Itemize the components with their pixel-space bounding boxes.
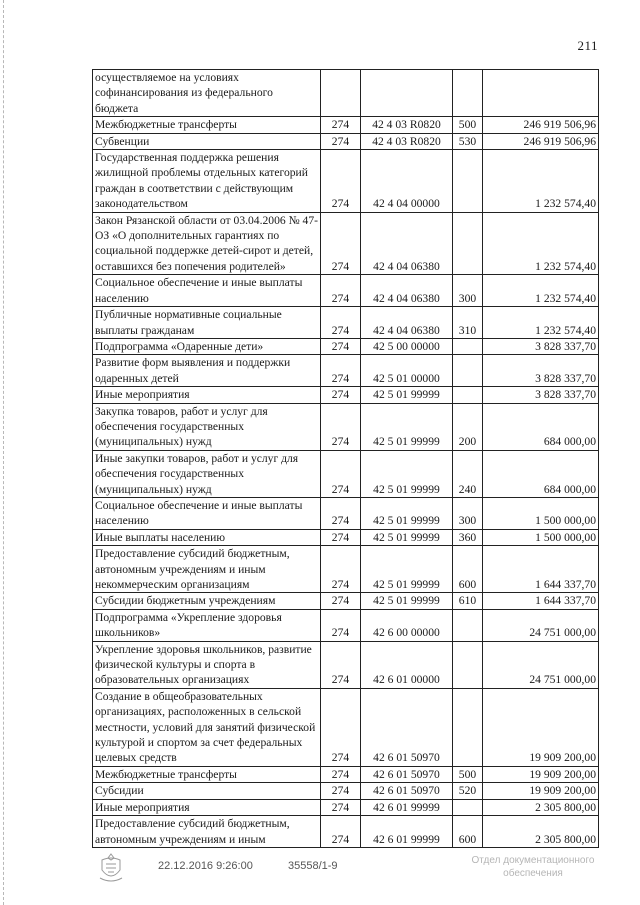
cell-item-name: Иные закупки товаров, работ и услуг для обеспечения государственных (муниципальных) нужд bbox=[93, 450, 321, 497]
cell-target-article: 42 5 00 00000 bbox=[361, 338, 453, 354]
cell-item-name: Укрепление здоровья школьников, развитие физической культуры и спорта в образовательных организациях bbox=[93, 641, 321, 688]
table-row bbox=[93, 641, 599, 688]
cell-expense-type bbox=[453, 688, 483, 766]
cell-amount: 19 909 200,00 bbox=[483, 783, 599, 799]
cell-amount: 2 305 800,00 bbox=[483, 816, 599, 848]
cell-item-name: Иные мероприятия bbox=[93, 387, 321, 403]
cell-item-name: Предоставление субсидий бюджетным, автономным учреждениям и иным некоммерческим организациям bbox=[93, 546, 321, 593]
cell-target-article: 42 4 04 06380 bbox=[361, 307, 453, 339]
cell-admin-code: 274 bbox=[321, 212, 361, 275]
table-row bbox=[93, 799, 599, 815]
cell-admin-code: 274 bbox=[321, 338, 361, 354]
cell-amount: 19 909 200,00 bbox=[483, 688, 599, 766]
cell-admin-code: 274 bbox=[321, 387, 361, 403]
cell-item-name: Социальное обеспечение и иные выплаты населению bbox=[93, 497, 321, 529]
cell-expense-type: 520 bbox=[453, 783, 483, 799]
cell-admin-code: 274 bbox=[321, 450, 361, 497]
table-row bbox=[93, 338, 599, 354]
cell-target-article: 42 4 04 00000 bbox=[361, 150, 453, 213]
footer-document-number: 35558/1-9 bbox=[288, 860, 338, 872]
cell-target-article: 42 5 01 99999 bbox=[361, 387, 453, 403]
cell-amount: 1 232 574,40 bbox=[483, 275, 599, 307]
cell-amount: 2 305 800,00 bbox=[483, 799, 599, 815]
cell-item-name: Иные мероприятия bbox=[93, 799, 321, 815]
cell-admin-code: 274 bbox=[321, 609, 361, 641]
cell-expense-type: 600 bbox=[453, 816, 483, 848]
cell-item-name: Иные выплаты населению bbox=[93, 529, 321, 545]
table-row bbox=[93, 783, 599, 799]
cell-item-name: Закон Рязанской области от 03.04.2006 № 47-ОЗ «О дополнительных гарантиях по социальной поддержке детей-сирот и детей, оставшихся без попечения родителей» bbox=[93, 212, 321, 275]
cell-amount: 1 232 574,40 bbox=[483, 212, 599, 275]
cell-target-article: 42 6 01 50970 bbox=[361, 766, 453, 782]
cell-item-name: Межбюджетные трансферты bbox=[93, 766, 321, 782]
cell-item-name: Публичные нормативные социальные выплаты гражданам bbox=[93, 307, 321, 339]
cell-amount: 19 909 200,00 bbox=[483, 766, 599, 782]
table-row bbox=[93, 529, 599, 545]
cell-item-name: Закупка товаров, работ и услуг для обеспечения государственных (муниципальных) нужд bbox=[93, 403, 321, 450]
cell-admin-code: 274 bbox=[321, 529, 361, 545]
cell-admin-code: 274 bbox=[321, 546, 361, 593]
cell-item-name: Межбюджетные трансферты bbox=[93, 117, 321, 133]
cell-item-name: Подпрограмма «Одаренные дети» bbox=[93, 338, 321, 354]
cell-amount: 1 644 337,70 bbox=[483, 593, 599, 609]
cell-amount: 1 232 574,40 bbox=[483, 150, 599, 213]
table-row bbox=[93, 766, 599, 782]
cell-admin-code: 274 bbox=[321, 593, 361, 609]
cell-amount: 3 828 337,70 bbox=[483, 355, 599, 387]
cell-amount: 684 000,00 bbox=[483, 403, 599, 450]
cell-target-article: 42 5 01 99999 bbox=[361, 497, 453, 529]
cell-admin-code: 274 bbox=[321, 275, 361, 307]
cell-expense-type bbox=[453, 150, 483, 213]
table-row bbox=[93, 212, 599, 275]
table-row bbox=[93, 70, 599, 117]
table-row bbox=[93, 688, 599, 766]
table-row bbox=[93, 593, 599, 609]
cell-amount bbox=[483, 70, 599, 117]
cell-amount: 1 500 000,00 bbox=[483, 529, 599, 545]
cell-admin-code: 274 bbox=[321, 497, 361, 529]
cell-expense-type: 310 bbox=[453, 307, 483, 339]
cell-admin-code: 274 bbox=[321, 766, 361, 782]
cell-item-name: Социальное обеспечение и иные выплаты населению bbox=[93, 275, 321, 307]
cell-target-article: 42 6 01 99999 bbox=[361, 816, 453, 848]
cell-admin-code: 274 bbox=[321, 117, 361, 133]
footer-stamp-line-1: Отдел документационного bbox=[471, 855, 595, 866]
budget-table bbox=[92, 69, 599, 848]
cell-target-article: 42 4 04 06380 bbox=[361, 212, 453, 275]
table-row bbox=[93, 307, 599, 339]
cell-admin-code: 274 bbox=[321, 150, 361, 213]
cell-target-article: 42 5 01 99999 bbox=[361, 546, 453, 593]
cell-expense-type bbox=[453, 338, 483, 354]
cell-amount: 1 644 337,70 bbox=[483, 546, 599, 593]
table-row bbox=[93, 497, 599, 529]
table-row bbox=[93, 355, 599, 387]
cell-amount: 3 828 337,70 bbox=[483, 338, 599, 354]
table-row bbox=[93, 609, 599, 641]
cell-expense-type bbox=[453, 609, 483, 641]
cell-amount: 1 500 000,00 bbox=[483, 497, 599, 529]
cell-expense-type: 600 bbox=[453, 546, 483, 593]
cell-item-name: Субвенции bbox=[93, 133, 321, 149]
cell-expense-type: 300 bbox=[453, 275, 483, 307]
cell-expense-type bbox=[453, 641, 483, 688]
table-row bbox=[93, 403, 599, 450]
table-row bbox=[93, 117, 599, 133]
cell-admin-code: 274 bbox=[321, 403, 361, 450]
cell-amount: 246 919 506,96 bbox=[483, 133, 599, 149]
cell-target-article: 42 4 03 R0820 bbox=[361, 133, 453, 149]
table-row bbox=[93, 150, 599, 213]
cell-expense-type bbox=[453, 387, 483, 403]
cell-item-name: Государственная поддержка решения жилищной проблемы отдельных категорий граждан в соответствии с действующим законодательством bbox=[93, 150, 321, 213]
cell-admin-code: 274 bbox=[321, 641, 361, 688]
cell-admin-code bbox=[321, 70, 361, 117]
cell-amount: 1 232 574,40 bbox=[483, 307, 599, 339]
page-left-edge-marks bbox=[3, 0, 6, 905]
page-footer bbox=[0, 848, 640, 905]
table-row bbox=[93, 133, 599, 149]
cell-amount: 24 751 000,00 bbox=[483, 609, 599, 641]
footer-datetime: 22.12.2016 9:26:00 bbox=[158, 860, 253, 872]
cell-item-name: Подпрограмма «Укрепление здоровья школьников» bbox=[93, 609, 321, 641]
table-row bbox=[93, 275, 599, 307]
cell-admin-code: 274 bbox=[321, 307, 361, 339]
cell-item-name: осуществляемое на условиях софинансирования из федерального бюджета bbox=[93, 70, 321, 117]
footer-stamp-department bbox=[448, 854, 618, 880]
cell-expense-type bbox=[453, 212, 483, 275]
cell-expense-type: 240 bbox=[453, 450, 483, 497]
cell-amount: 24 751 000,00 bbox=[483, 641, 599, 688]
cell-target-article: 42 5 01 99999 bbox=[361, 593, 453, 609]
table-row bbox=[93, 450, 599, 497]
page-number: 211 bbox=[577, 38, 598, 53]
cell-target-article bbox=[361, 70, 453, 117]
cell-target-article: 42 6 01 00000 bbox=[361, 641, 453, 688]
cell-admin-code: 274 bbox=[321, 133, 361, 149]
cell-target-article: 42 6 01 50970 bbox=[361, 783, 453, 799]
cell-item-name: Развитие форм выявления и поддержки одаренных детей bbox=[93, 355, 321, 387]
cell-admin-code: 274 bbox=[321, 816, 361, 848]
coat-of-arms-icon bbox=[98, 852, 124, 884]
cell-expense-type bbox=[453, 355, 483, 387]
cell-admin-code: 274 bbox=[321, 688, 361, 766]
cell-expense-type: 500 bbox=[453, 117, 483, 133]
cell-target-article: 42 5 01 99999 bbox=[361, 403, 453, 450]
footer-stamp-line-2: обеспечения bbox=[503, 868, 563, 879]
cell-target-article: 42 5 01 99999 bbox=[361, 529, 453, 545]
cell-admin-code: 274 bbox=[321, 355, 361, 387]
cell-target-article: 42 6 00 00000 bbox=[361, 609, 453, 641]
cell-item-name: Предоставление субсидий бюджетным, автономным учреждениям и иным bbox=[93, 816, 321, 848]
cell-target-article: 42 5 01 00000 bbox=[361, 355, 453, 387]
cell-item-name: Субсидии bbox=[93, 783, 321, 799]
table-row bbox=[93, 387, 599, 403]
cell-target-article: 42 6 01 99999 bbox=[361, 799, 453, 815]
cell-expense-type bbox=[453, 799, 483, 815]
cell-target-article: 42 5 01 99999 bbox=[361, 450, 453, 497]
cell-expense-type: 500 bbox=[453, 766, 483, 782]
cell-admin-code: 274 bbox=[321, 783, 361, 799]
cell-expense-type: 300 bbox=[453, 497, 483, 529]
cell-expense-type: 200 bbox=[453, 403, 483, 450]
table-row bbox=[93, 816, 599, 848]
cell-item-name: Субсидии бюджетным учреждениям bbox=[93, 593, 321, 609]
cell-expense-type: 610 bbox=[453, 593, 483, 609]
cell-expense-type bbox=[453, 70, 483, 117]
cell-amount: 3 828 337,70 bbox=[483, 387, 599, 403]
cell-expense-type: 360 bbox=[453, 529, 483, 545]
cell-amount: 684 000,00 bbox=[483, 450, 599, 497]
cell-amount: 246 919 506,96 bbox=[483, 117, 599, 133]
table-row bbox=[93, 546, 599, 593]
cell-target-article: 42 4 03 R0820 bbox=[361, 117, 453, 133]
cell-target-article: 42 6 01 50970 bbox=[361, 688, 453, 766]
cell-target-article: 42 4 04 06380 bbox=[361, 275, 453, 307]
cell-expense-type: 530 bbox=[453, 133, 483, 149]
cell-admin-code: 274 bbox=[321, 799, 361, 815]
cell-item-name: Создание в общеобразовательных организациях, расположенных в сельской местности, условий для занятий физической культурой и спортом за счет федеральных целевых средств bbox=[93, 688, 321, 766]
